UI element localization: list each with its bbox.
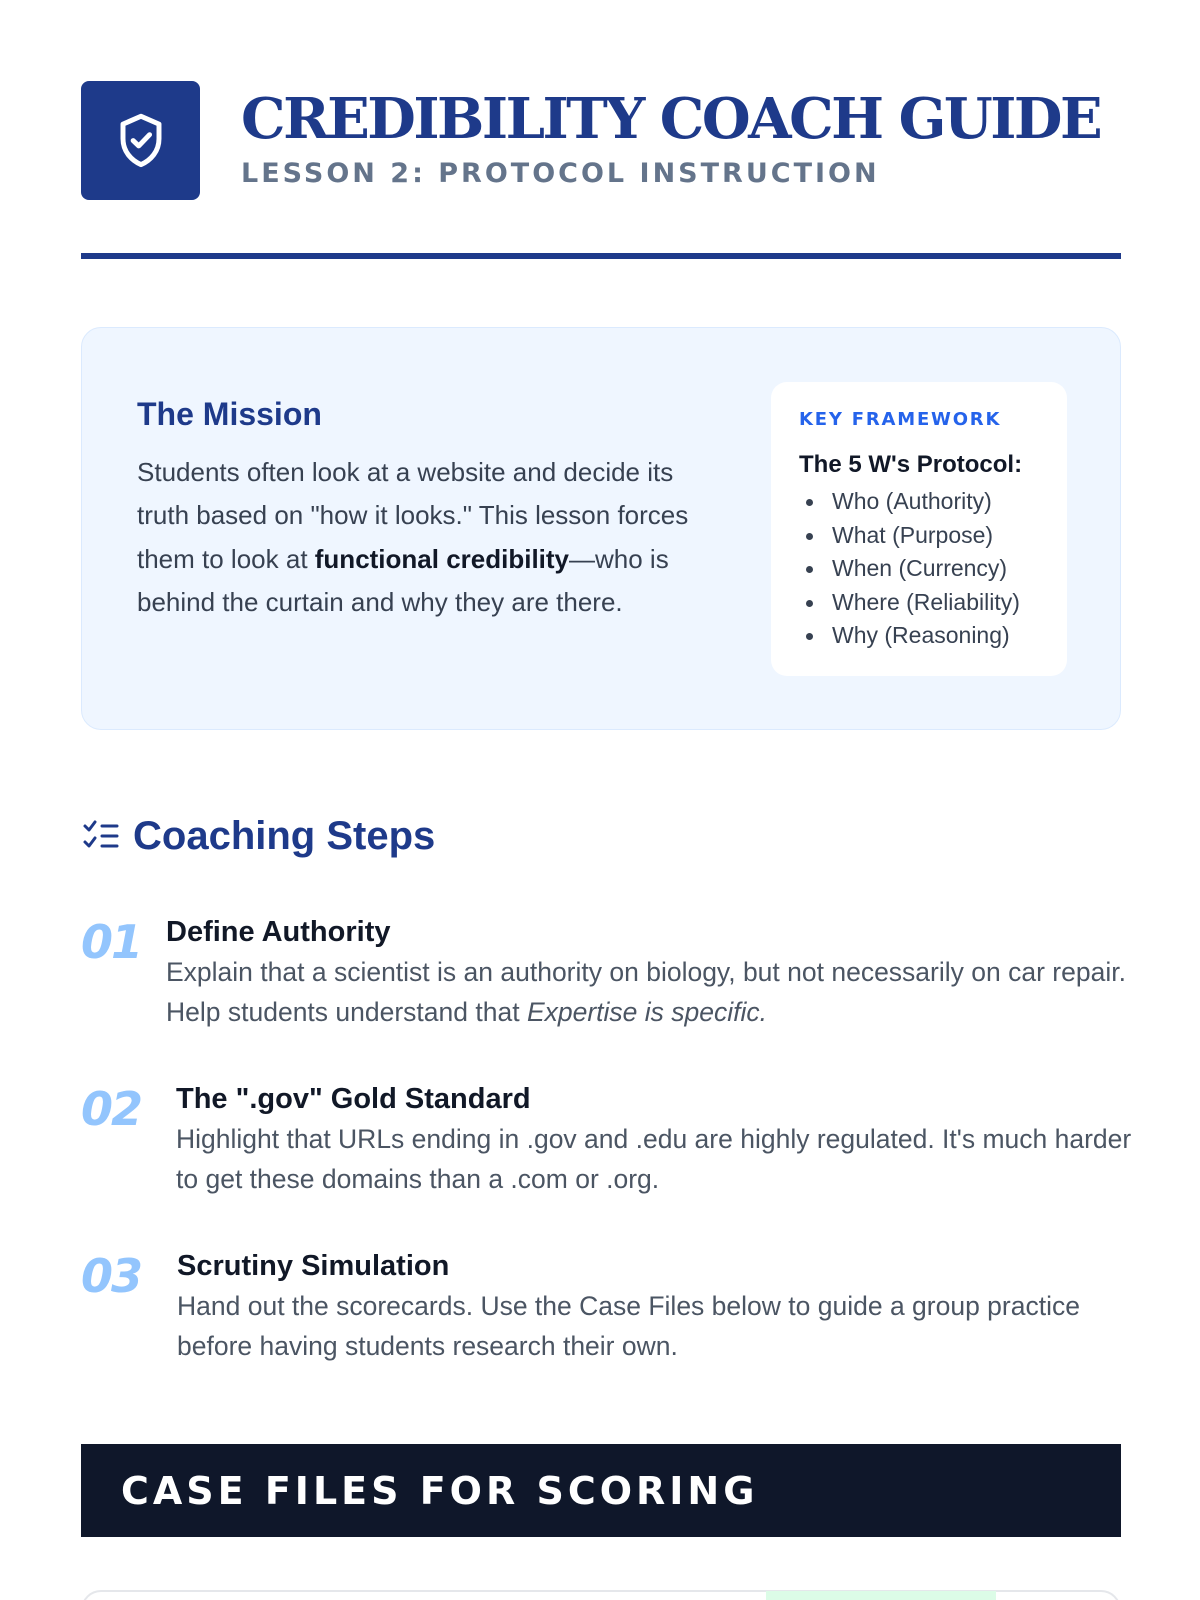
step-description-emphasis: Expertise is specific. <box>526 997 767 1027</box>
coaching-steps-heading <box>81 812 435 860</box>
logo <box>81 81 200 200</box>
mission-body <box>137 451 727 624</box>
page-header <box>81 81 1121 261</box>
framework-item-why: Why (Reasoning) <box>799 619 1020 653</box>
step-description: Highlight that URLs ending in .gov and .edu are highly regulated. It's much harder to get these domains than a .com or .org. <box>176 1124 1132 1194</box>
step-title: Define Authority <box>166 916 391 948</box>
framework-title: The 5 W's Protocol: <box>799 451 1023 478</box>
mission-body-text: Students often look at a website and decide its truth based on "how it looks." This lesson forces them to look at <box>137 457 689 574</box>
framework-item-where: Where (Reliability) <box>799 586 1020 620</box>
mission-card <box>81 327 1121 730</box>
case-files-title: CASE FILES FOR SCORING <box>121 1469 759 1513</box>
step-description-text: Explain that a scientist is an authority on biology, but not necessarily on car repair. Help students understand that <box>166 957 1126 1027</box>
step-number: 01 <box>81 915 142 969</box>
page-title: CREDIBILITY COACH GUIDE <box>241 86 1101 152</box>
shield-check-icon <box>114 111 168 171</box>
framework-list <box>799 485 1020 653</box>
step-number: 03 <box>81 1249 142 1303</box>
framework-item-who: Who (Authority) <box>799 485 1020 519</box>
step-title: Scrutiny Simulation <box>177 1250 450 1282</box>
framework-item-when: When (Currency) <box>799 552 1020 586</box>
mission-heading: The Mission <box>137 396 322 432</box>
step-title: The ".gov" Gold Standard <box>176 1083 531 1115</box>
header-divider <box>81 253 1121 259</box>
step-number: 02 <box>81 1082 142 1136</box>
case-file-tag <box>766 1591 996 1600</box>
coaching-steps-title: Coaching Steps <box>133 813 436 858</box>
mission-body-text-end: —who is behind the curtain and why they are there. <box>137 543 669 617</box>
step-description <box>166 952 1126 1032</box>
case-files-banner <box>81 1444 1121 1537</box>
key-framework-box <box>771 382 1067 676</box>
mission-body-emphasis: functional credibility <box>314 543 570 574</box>
framework-label: KEY FRAMEWORK <box>799 409 1002 430</box>
checklist-icon <box>81 816 121 856</box>
page-subtitle: LESSON 2: PROTOCOL INSTRUCTION <box>241 158 880 189</box>
framework-item-what: What (Purpose) <box>799 519 1020 553</box>
step-description: Hand out the scorecards. Use the Case Files below to guide a group practice before having students research their own. <box>177 1291 1080 1361</box>
